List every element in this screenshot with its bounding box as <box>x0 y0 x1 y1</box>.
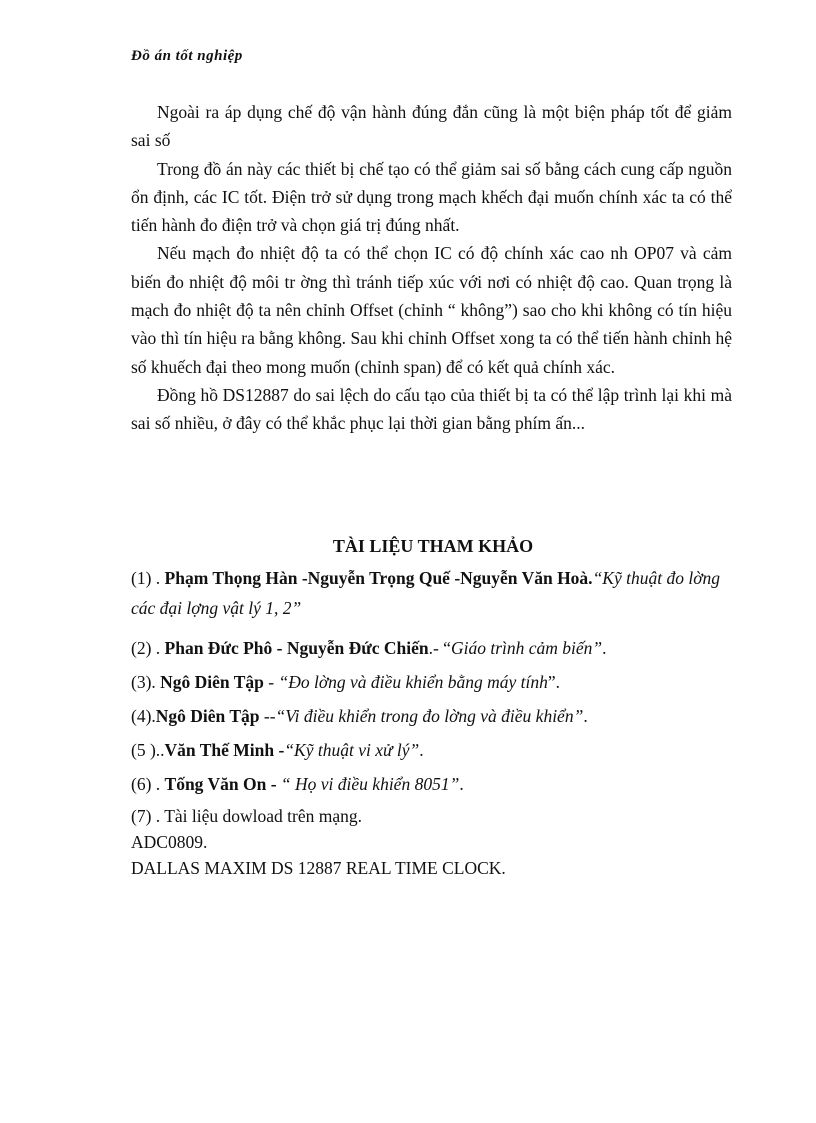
reference-authors: Phan Đức Phô - Nguyễn Đức Chiến <box>164 638 429 658</box>
paragraph: Đồng hồ DS12887 do sai lệch do cấu tạo của thiết bị ta có thể lập trình lại khi mà sai số nhiều, ở đây có thể khắc phục lại thời gian bằng phím ấn... <box>131 384 732 434</box>
references-title: TÀI LIỆU THAM KHẢO <box>332 536 534 556</box>
paragraph: Nếu mạch đo nhiệt độ ta có thể chọn IC có độ chính xác cao nh OP07 và cảm biến đo nhiệt độ môi tr ờng thì tránh tiếp xúc với nơi có nhiệt độ cao. Quan trọng là mạch đo nhiệt độ ta nên chỉnh Offset (chỉnh “ không”) sao cho khi không có tín hiệu vào thì tín hiệu ra bằng không. Sau khi chỉnh Offset xong ta có thể tiến hành chỉnh hệ số khuếch đại theo mong muốn (chỉnh span) để có kết quả chính xác. <box>131 243 732 377</box>
reference-item <box>131 769 741 803</box>
reference-number: (5 ).. <box>131 740 165 760</box>
reference-item <box>131 735 741 769</box>
reference-title: Giáo trình cảm biến” <box>450 638 603 658</box>
references-list <box>131 563 741 881</box>
reference-item <box>131 633 741 667</box>
paragraph: Ngoài ra áp dụng chế độ vận hành đúng đắn cũng là một biện pháp tốt để giảm sai số <box>131 102 732 151</box>
paragraph: Trong đồ án này các thiết bị chế tạo có thể giảm sai số bằng cách cung cấp nguồn ổn định, các IC tốt. Điện trở sử dụng trong mạch khếch đại muốn chính xác ta có thể tiến hành đo điện trở và chọn giá trị đúng nhất. <box>131 158 732 236</box>
reference-plain-line: ADC0809. <box>131 832 208 852</box>
reference-authors: Phạm Thọng Hàn -Nguyễn Trọng Quế -Nguyễn Văn Hoà. <box>164 568 593 588</box>
reference-end: ”. <box>547 672 560 692</box>
reference-item <box>131 563 741 633</box>
reference-title: “Đo lờng và điều khiển bằng máy tính <box>278 672 548 692</box>
reference-end: . <box>459 774 464 794</box>
reference-plain-line: (7) . Tài liệu dowload trên mạng. <box>131 806 363 826</box>
reference-number: (2) . <box>131 638 165 658</box>
reference-item <box>131 667 741 701</box>
reference-separator: -- <box>259 706 276 726</box>
page-header: Đồ án tốt nghiệp <box>131 48 243 64</box>
reference-title: “Kỹ thuật đo lờng các đại lợng vật lý 1, 2” <box>131 568 721 618</box>
reference-authors: Văn Thế Minh - <box>164 740 285 760</box>
reference-number: (6) . <box>131 774 165 794</box>
reference-number: (4). <box>131 706 156 726</box>
reference-authors: Ngô Diên Tập <box>160 672 264 692</box>
reference-end: . <box>419 740 424 760</box>
reference-authors: Tống Văn On - <box>164 774 277 794</box>
reference-separator: .- “ <box>428 638 451 658</box>
reference-separator: - <box>263 672 279 692</box>
reference-item <box>131 701 741 735</box>
reference-title: “Kỹ thuật vi xử lý” <box>284 740 420 760</box>
reference-plain-line: DALLAS MAXIM DS 12887 REAL TIME CLOCK. <box>131 858 506 878</box>
reference-number: (3). <box>131 672 161 692</box>
reference-title: “Vi điều khiển trong đo lờng và điều khiển” <box>275 706 584 726</box>
reference-number: (1) . <box>131 568 165 588</box>
reference-end: . <box>583 706 588 726</box>
reference-title: “ Họ vi điều khiển 8051” <box>280 774 460 794</box>
reference-authors: Ngô Diên Tập <box>155 706 260 726</box>
body-text <box>131 98 732 438</box>
reference-end: . <box>602 638 607 658</box>
